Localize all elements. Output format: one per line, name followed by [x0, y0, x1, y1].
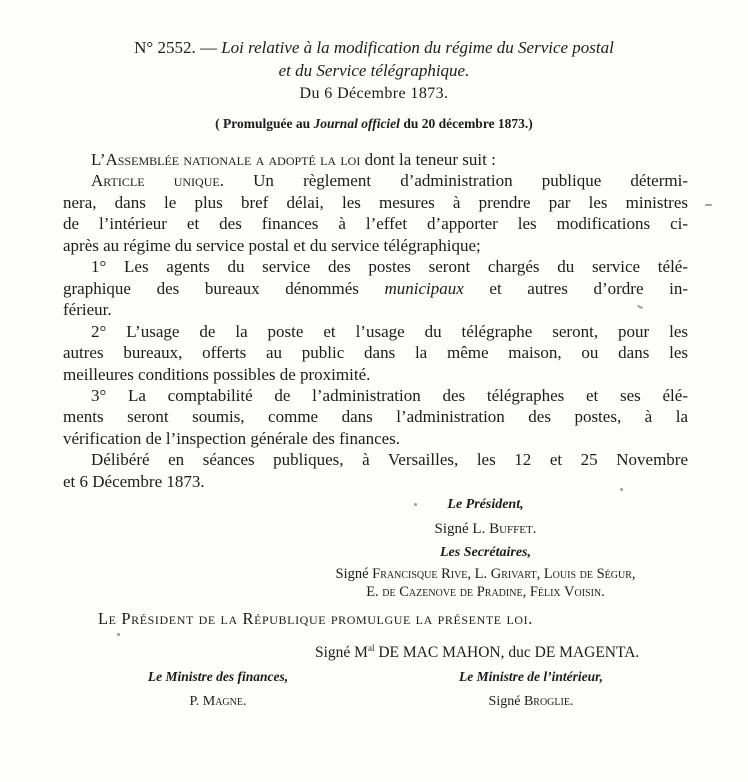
president-name: Buffet. — [489, 521, 537, 537]
minister-interior-title: Le Ministre de l’intérieur, — [458, 669, 603, 684]
secretaries-signed-prefix: Signé — [335, 566, 373, 582]
law-date: Du 6 Décembre 1873. — [299, 85, 449, 102]
article-label: Article unique. — [91, 171, 224, 191]
promulgation-note-suffix: du 20 décembre 1873.) — [399, 116, 533, 131]
president-signature — [283, 517, 688, 541]
scan-artifact — [117, 633, 120, 636]
law-title-line-2: et du Service télégraphique. — [278, 61, 470, 80]
minister-finance-title: Le Ministre des finances, — [147, 669, 289, 684]
minister-interior-block — [421, 669, 641, 710]
scan-artifact — [620, 488, 623, 491]
article-line-3: de l’intérieur et des finances à l’effet d’apporter les modifications ci- — [63, 214, 688, 234]
macmahon-signed-prefix: Signé M — [315, 644, 368, 662]
minister-interior-signature — [421, 694, 641, 710]
item2-line-1: 2° L’usage de la poste et l’usage du télégraphe seront, pour les — [91, 321, 688, 341]
article-line-1-rest: Un règlement d’administration publique détermi- — [223, 171, 689, 191]
item1-line-2-suffix: et autres d’ordre in- — [463, 278, 688, 298]
secretaries-title: Les Secrétaires, — [440, 545, 531, 560]
assembly-signatures — [283, 493, 688, 601]
item1-line-3: férieur. — [63, 300, 112, 320]
journal-officiel: Journal officiel — [313, 116, 400, 131]
minister-finance-block — [108, 669, 328, 710]
document-heading — [0, 36, 748, 82]
deliberation-line-1: Délibéré en séances publiques, à Versailles, les 12 et 25 Novembre — [91, 450, 688, 470]
promulgation-statement: Le Président de la République promulgue la présente loi. — [98, 609, 533, 628]
item1-line-1: 1° Les agents du service des postes seront chargés du service télé- — [91, 257, 688, 277]
item3-line-2: ments seront soumis, comme dans l’administration des postes, à la — [63, 407, 688, 427]
item2-line-2: autres bureaux, offerts au public dans la même maison, ou dans les — [63, 343, 688, 363]
secretaries-signature-line-1 — [283, 565, 688, 583]
article-line-1 — [63, 170, 688, 191]
article-line-2: nera, dans le plus bref délai, les mesures à prendre par les ministres — [63, 192, 688, 212]
minister-interior-name: Broglie. — [523, 694, 574, 709]
promulgation-note-prefix: ( Promulguée au — [215, 116, 314, 131]
item3-line-3: vérification de l’inspection générale des finances. — [63, 428, 401, 448]
macmahon-superscript: al — [367, 643, 375, 653]
minister-interior-signed-prefix: Signé — [488, 694, 524, 709]
secretaries-names-2: E. de Cazenove de Pradine, Félix Voisin. — [366, 584, 605, 600]
item1-line-2-prefix: graphique des bureaux dénommés — [63, 278, 385, 298]
deliberation-line-2: et 6 Décembre 1873. — [63, 471, 205, 491]
adoption-smallcaps: L’Assemblée nationale a adopté la loi — [91, 150, 361, 169]
adoption-rest: dont la teneur suit : — [360, 150, 496, 169]
item1-line-2 — [63, 278, 688, 299]
macmahon-signed-rest: DE MAC MAHON, duc DE MAGENTA. — [374, 644, 640, 662]
macmahon-signature — [315, 643, 639, 662]
item2-line-3: meilleures conditions possibles de proximité. — [63, 364, 371, 384]
item3-line-1: 3° La comptabilité de l’administration des télégraphes et ses élé- — [91, 385, 688, 405]
law-body-text — [63, 149, 688, 492]
president-signed-prefix: Signé L. — [434, 521, 490, 537]
scan-artifact — [705, 204, 712, 206]
law-title-line-1: Loi relative à la modification du régime du Service postal — [221, 38, 614, 57]
secretaries-names-1: Francisque Rive, L. Grivart, Louis de Ségur, — [372, 566, 636, 582]
item1-line-2-italic: municipaux — [384, 278, 464, 298]
promulgation-note — [0, 116, 748, 132]
heading-line-1 — [0, 36, 748, 59]
adoption-line — [63, 149, 688, 170]
minister-finance-name: P. Magne. — [189, 694, 247, 709]
president-title: Le Président, — [447, 497, 524, 512]
scan-artifact — [414, 503, 417, 506]
law-number: N° 2552. — — [134, 38, 222, 57]
article-line-4: après au régime du service postal et du service télégraphique; — [63, 235, 481, 255]
